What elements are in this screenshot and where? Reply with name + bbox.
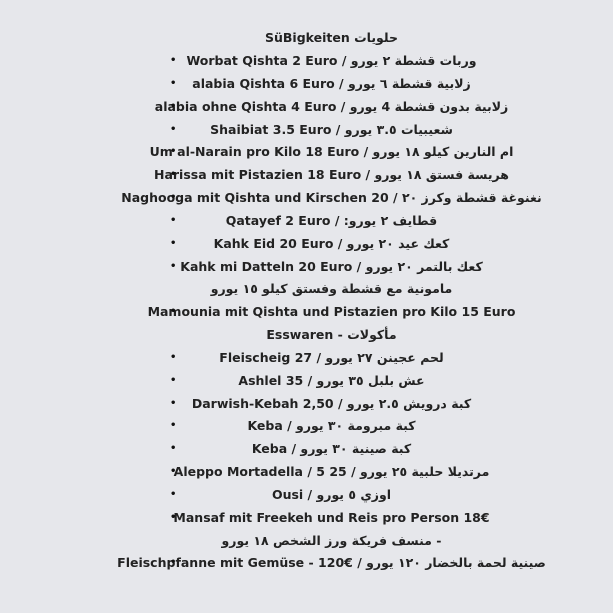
bullet-icon: [170, 187, 176, 209]
menu-item: [80, 301, 583, 323]
bullet-icon: [170, 461, 176, 483]
bullet-icon: [170, 233, 176, 255]
menu-item-text: كعك عيد ٢٠ يورو / Kahk Eid 20 Euro: [213, 236, 450, 251]
bullet-icon: [170, 370, 176, 392]
bullet-icon: [170, 141, 176, 163]
menu-item-text: اوزي ٥ يورو / Ousi: [271, 487, 392, 502]
bullet-icon: [170, 301, 176, 323]
menu-item-text: مامونية مع قشطة وفستق كيلو ١٥ يورو: [210, 281, 453, 296]
menu-item: [80, 370, 583, 392]
menu-item: [80, 187, 583, 209]
menu-item-arabic-line: [80, 530, 583, 552]
menu-item-text: Mamounia mit Qishta und Pistazien pro Kilo 15 Euro: [147, 304, 516, 319]
bullet-icon: [170, 96, 176, 118]
menu-item: [80, 164, 583, 186]
menu-item: [80, 233, 583, 255]
menu-item-text: مرتديلا حلبية ٢٥ يورو / 25 Aleppo Mortadella / 5: [173, 464, 490, 479]
bullet-icon: [170, 73, 176, 95]
menu-item-text: ام النارين كيلو ١٨ يورو / Um al-Narain pro Kilo 18 Euro: [149, 144, 514, 159]
menu-item: [80, 73, 583, 95]
menu-item-text: نغنوغة قشطة وكرز ٢٠ / Naghooga mit Qishta und Kirschen 20: [121, 190, 542, 205]
bullet-icon: [170, 347, 176, 369]
menu-item-text: صينية لحمة بالخضار ١٢٠ يورو / Fleischpfanne mit Gemüse - 120€: [117, 555, 546, 570]
bullet-icon: [170, 256, 176, 278]
bullet-icon: [170, 393, 176, 415]
menu-item: [80, 119, 583, 141]
menu-item: [80, 415, 583, 437]
menu-item: [80, 461, 583, 483]
menu-item: [80, 484, 583, 506]
bullet-icon: [170, 552, 176, 574]
menu-item-text: قطايف ٢ يورو: / Qatayef 2 Euro: [225, 213, 438, 228]
menu-item-arabic-line: [80, 278, 583, 300]
menu-item-text: وربات قشطة ٢ يورو / Worbat Qishta 2 Euro: [186, 53, 477, 68]
bullet-icon: [170, 415, 176, 437]
menu-item-text: شعيبيات ٣.٥ يورو / Shaibiat 3.5 Euro: [210, 122, 453, 137]
bullet-icon: [170, 438, 176, 460]
bullet-icon: [170, 164, 176, 186]
menu-item: [80, 393, 583, 415]
menu-item-text: زلابية قشطة ٦ يورو / alabia Qishta 6 Euro: [192, 76, 471, 91]
bullet-icon: [170, 507, 176, 529]
menu-item-text: - منسف فريكة ورز الشخص ١٨ يورو: [221, 533, 442, 548]
menu-item-text: كبة درويش ٢.٥ يورو / 2,50 Darwish-Kebah: [191, 396, 472, 411]
menu-item-text: عش بلبل ٣٥ يورو / 35 Ashlel: [238, 373, 425, 388]
menu-item-text: كبة مبرومة ٣٠ يورو / Keba: [247, 418, 416, 433]
section-heading-food: [80, 324, 583, 346]
menu-item: [80, 438, 583, 460]
menu-item: [80, 552, 583, 574]
heading-text: SüBigkeiten حلويات: [264, 30, 398, 45]
menu-item-text: لحم عجينن ٢٧ يورو / 27 Fleischeig: [219, 350, 444, 365]
bullet-icon: [170, 210, 176, 232]
menu-item: [80, 50, 583, 72]
menu-item-text: زلابية بدون قشطة 4 يورو / alabia ohne Qishta 4 Euro: [154, 99, 509, 114]
bullet-icon: [170, 50, 176, 72]
menu-item: [80, 96, 583, 118]
menu-item: [80, 347, 583, 369]
menu-item-text: كبة صينية ٣٠ يورو / Keba: [251, 441, 412, 456]
heading-text: Esswaren - مأكولات: [266, 327, 397, 342]
menu-item: [80, 210, 583, 232]
section-heading-sweets: [80, 27, 583, 49]
bullet-icon: [170, 119, 176, 141]
menu-item: [80, 256, 583, 278]
menu-item: [80, 141, 583, 163]
menu-item-text: Mansaf mit Freekeh und Reis pro Person 18€: [173, 510, 490, 525]
menu-item-text: كعك بالتمر ٢٠ يورو / Kahk mi Datteln 20 Euro: [180, 259, 483, 274]
menu-item-text: هريسة فستق ١٨ يورو / Harissa mit Pistazien 18 Euro: [154, 167, 509, 182]
menu-item: [80, 507, 583, 529]
bullet-icon: [170, 484, 176, 506]
